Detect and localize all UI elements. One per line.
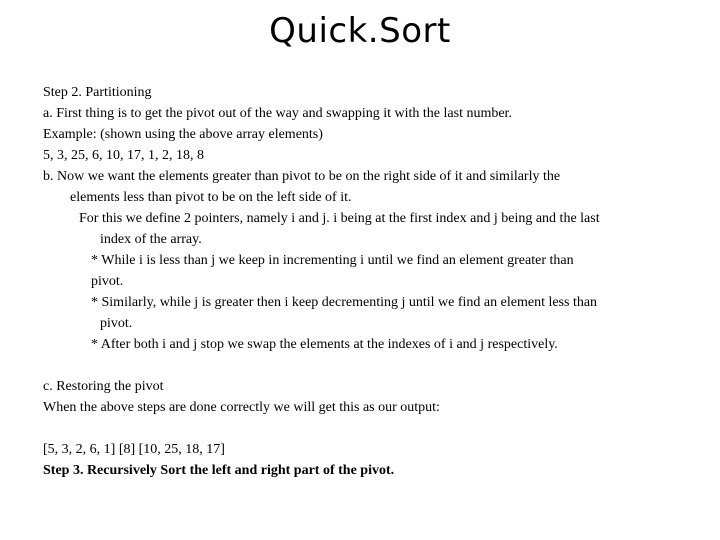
similarly-bullet-line-2: pivot.: [100, 316, 133, 331]
step-a-text: a. First thing is to get the pivot out of the way and swapping it with the last number.: [43, 106, 512, 121]
output-array: [5, 3, 2, 6, 1] [8] [10, 25, 18, 17]: [43, 442, 225, 457]
spacer: [43, 355, 693, 376]
slide-body: [43, 82, 693, 481]
pointers-text-line-2: index of the array.: [100, 232, 202, 247]
while-bullet-line-2: pivot.: [91, 274, 124, 289]
spacer: [43, 418, 693, 439]
step-b-text-line-2: elements less than pivot to be on the left side of it.: [70, 190, 352, 205]
similarly-bullet-line-1: * Similarly, while j is greater then i keep decrementing j until we find an element less than: [91, 295, 598, 310]
example-text: Example: (shown using the above array elements): [43, 127, 323, 142]
output-intro-text: When the above steps are done correctly we will get this as our output:: [43, 400, 440, 415]
example-array: 5, 3, 25, 6, 10, 17, 1, 2, 18, 8: [43, 148, 204, 163]
step-b-text-line-1: b. Now we want the elements greater than pivot to be on the right side of it and similarly the: [43, 169, 561, 184]
after-bullet: * After both i and j stop we swap the elements at the indexes of i and j respectively.: [91, 337, 558, 352]
while-bullet-line-1: * While i is less than j we keep in incrementing i until we find an element greater than: [91, 253, 574, 268]
step-3-heading: Step 3. Recursively Sort the left and right part of the pivot.: [43, 463, 395, 478]
step-c-heading: c. Restoring the pivot: [43, 379, 164, 394]
slide-title: Quick.Sort: [269, 11, 451, 51]
pointers-text-line-1: For this we define 2 pointers, namely i and j. i being at the first index and j being and the last: [79, 211, 600, 226]
step-2-heading: Step 2. Partitioning: [43, 85, 152, 100]
